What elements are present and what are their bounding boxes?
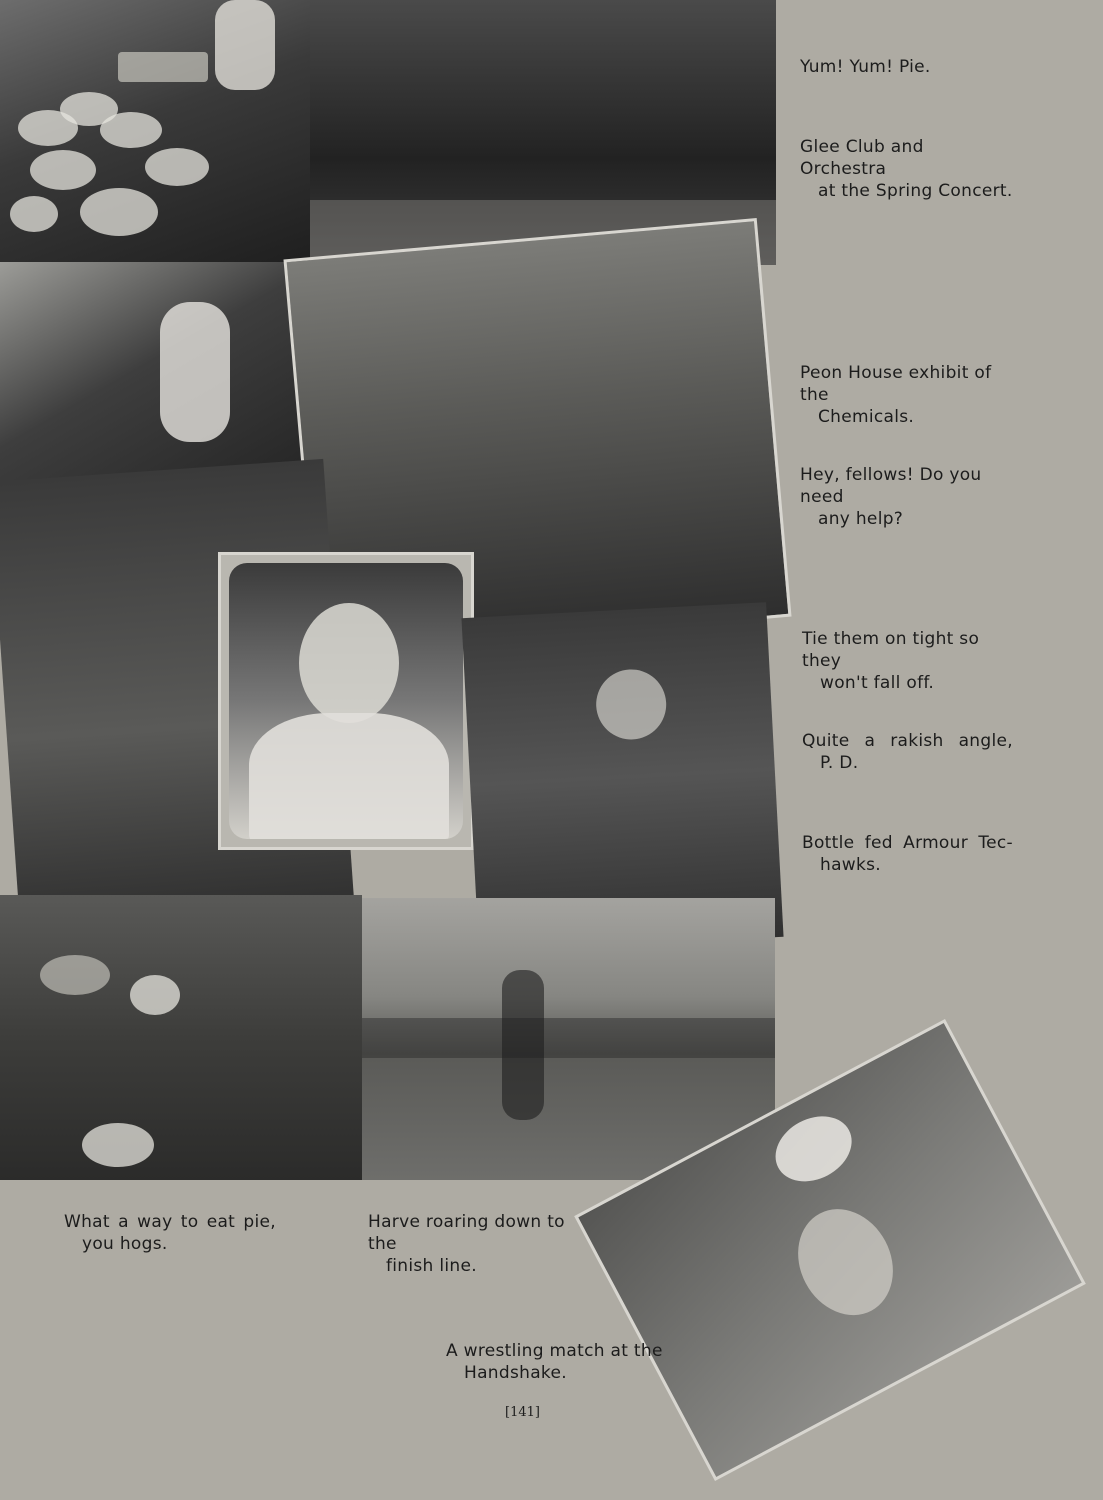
caption-eatpie-word: to	[180, 1212, 199, 1232]
photo-finish-line	[362, 898, 775, 1180]
caption-wrestling-line1: A wrestling match at the	[446, 1341, 663, 1361]
caption-glee-club	[800, 136, 1015, 202]
caption-tie	[802, 628, 1015, 694]
caption-wrestling-line2: Handshake.	[464, 1363, 567, 1383]
caption-eatpie-word: pie,	[243, 1212, 276, 1232]
caption-bottle-line2: hawks.	[820, 855, 882, 875]
caption-eatpie-word: eat	[206, 1212, 236, 1232]
caption-bottle-word: Armour	[903, 833, 969, 853]
caption-tie-line2: won't fall off.	[820, 673, 935, 693]
caption-eatpie-word: way	[137, 1212, 173, 1232]
caption-wrestling	[446, 1340, 666, 1384]
caption-rakish-word: a	[864, 731, 876, 751]
caption-eat-pie	[64, 1211, 276, 1255]
caption-help-line1: Hey, fellows! Do you need	[800, 465, 982, 507]
caption-glee-line1: Glee Club and Orchestra	[800, 137, 924, 179]
caption-bottle-fed	[802, 832, 1013, 876]
photo-eating-pie	[0, 895, 362, 1180]
caption-peon-line1: Peon House exhibit of the	[800, 363, 992, 405]
caption-eatpie-line2: you hogs.	[82, 1234, 168, 1254]
caption-bottle-word: Bottle	[802, 833, 855, 853]
caption-rakish-line2: P. D.	[820, 753, 859, 773]
caption-peon-house	[800, 362, 1015, 428]
photo-bust-portrait	[218, 552, 474, 850]
caption-eatpie-word: a	[118, 1212, 129, 1232]
caption-peon-line2: Chemicals.	[818, 407, 915, 427]
caption-tie-line1: Tie them on tight so they	[802, 629, 980, 671]
caption-harve-line1: Harve roaring down to the	[368, 1212, 565, 1254]
caption-rakish-word: Quite	[802, 731, 850, 751]
caption-pie	[800, 56, 1015, 78]
caption-bottle-word: fed	[864, 833, 893, 853]
photo-pie-plates	[0, 0, 310, 262]
caption-rakish-word: angle,	[958, 731, 1013, 751]
caption-bottle-word: Tec-	[978, 833, 1013, 853]
caption-help-line2: any help?	[818, 509, 904, 529]
caption-help	[800, 464, 1015, 530]
caption-eatpie-word: What	[64, 1212, 110, 1232]
caption-glee-line2: at the Spring Concert.	[818, 181, 1013, 201]
caption-rakish-word: rakish	[890, 731, 944, 751]
caption-harve	[368, 1211, 588, 1277]
caption-pie-line1: Yum! Yum! Pie.	[800, 57, 931, 77]
caption-rakish	[802, 730, 1013, 774]
page-number: [141]	[505, 1405, 540, 1420]
caption-harve-line2: finish line.	[386, 1256, 477, 1276]
